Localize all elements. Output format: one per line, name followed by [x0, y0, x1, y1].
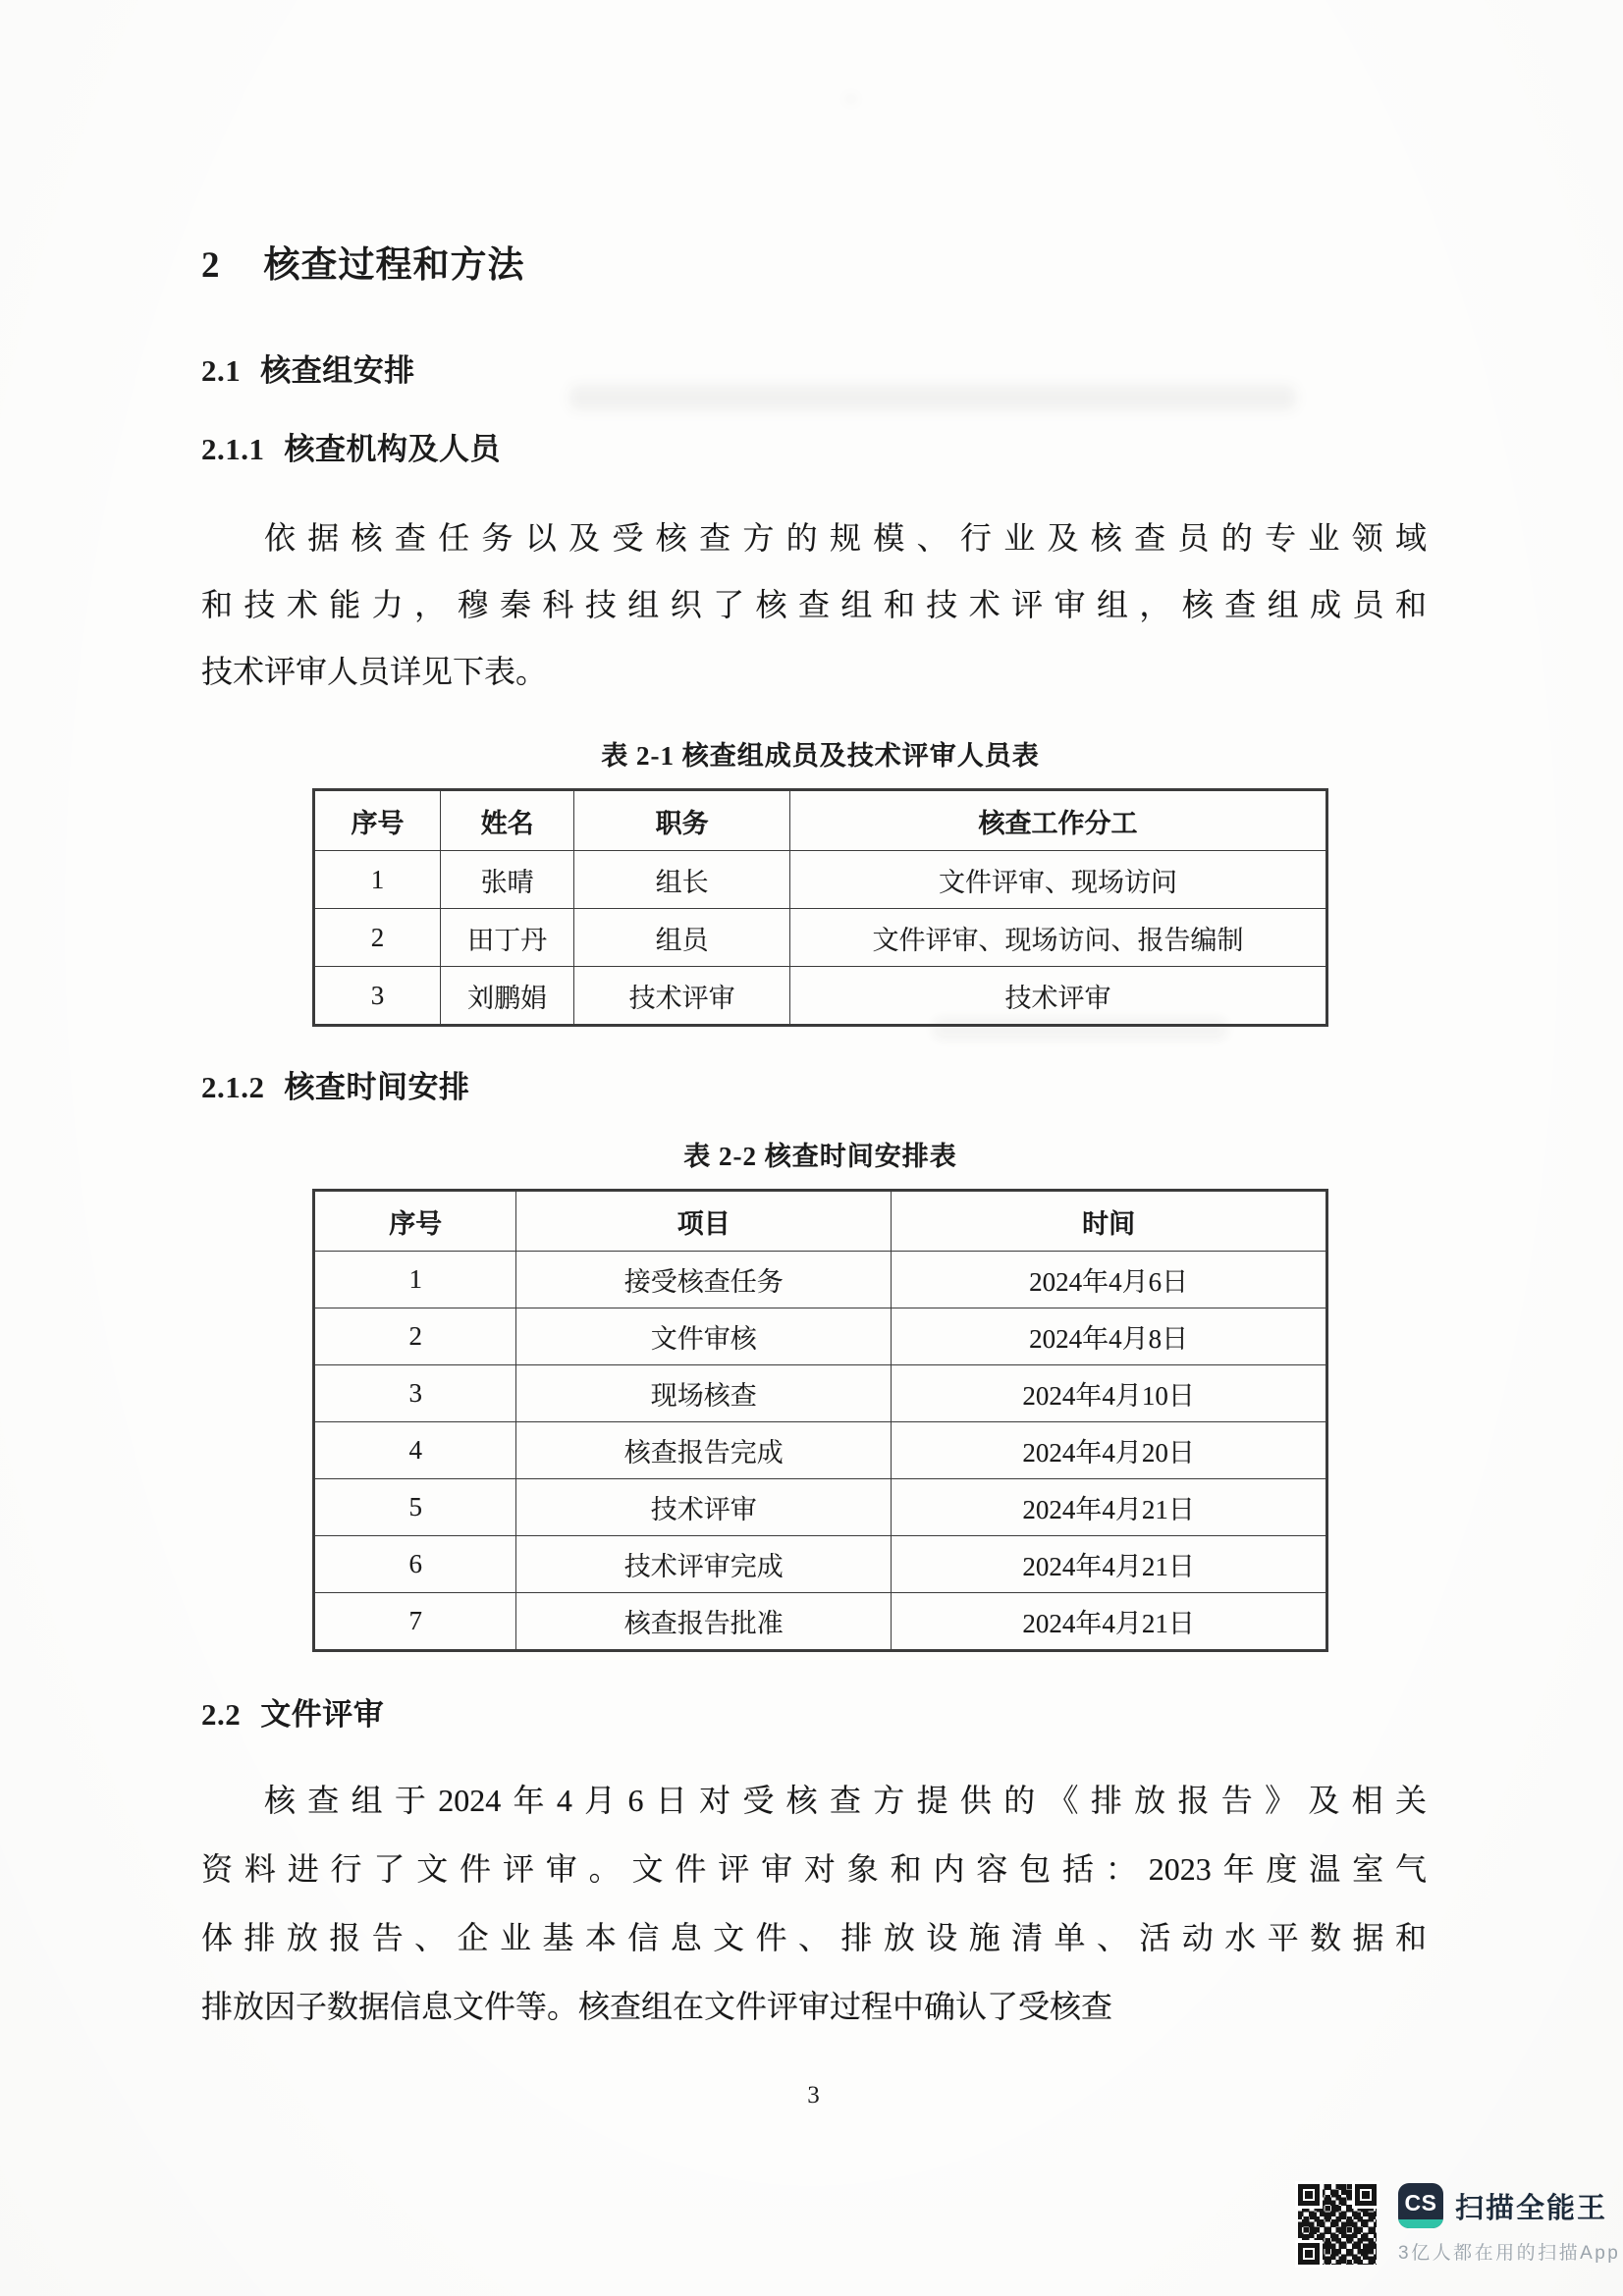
table-cell: 文件评审、现场访问 — [790, 851, 1327, 909]
heading-number: 2 — [201, 245, 221, 286]
table-cell: 2 — [314, 909, 441, 967]
table-cell: 3 — [314, 1365, 516, 1422]
table-row — [314, 1422, 1327, 1479]
table-row — [314, 851, 1327, 909]
table-cell: 刘鹏娟 — [441, 967, 574, 1026]
table-cell: 技术评审完成 — [516, 1536, 892, 1593]
table-cell: 技术评审 — [574, 967, 790, 1026]
section-heading-2-1-1 — [201, 432, 1427, 467]
table-row — [314, 1536, 1327, 1593]
table-2-2-wrapper — [312, 1135, 1328, 1652]
column-header: 序号 — [314, 1191, 516, 1252]
table-row — [314, 1593, 1327, 1651]
section-heading-2-1-2 — [201, 1070, 1427, 1105]
qr-code-icon — [1298, 2184, 1377, 2265]
table-header-row — [314, 790, 1327, 851]
paragraph-doc-review — [201, 1766, 1427, 2041]
table-cell: 2024年4月8日 — [892, 1308, 1327, 1365]
column-header: 时间 — [892, 1191, 1327, 1252]
table-cell: 2 — [314, 1308, 516, 1365]
table-cell: 1 — [314, 1252, 516, 1308]
heading-text: 核查过程和方法 — [263, 245, 525, 286]
paragraph-line: 技术评审人员详见下表。 — [201, 654, 548, 689]
app-name: 扫描全能王 — [1455, 2192, 1608, 2224]
table-cell: 2024年4月21日 — [892, 1479, 1327, 1536]
table-cell: 7 — [314, 1593, 516, 1651]
paragraph-line: 依据核查任务以及受核查方的规模、行业及核查员的专业领域 — [264, 520, 1427, 556]
table-row — [314, 909, 1327, 967]
qr-finder-icon — [1298, 2184, 1320, 2206]
watermark-text-block — [1398, 2183, 1620, 2265]
document-content — [201, 0, 1427, 2109]
section-heading-2-1 — [201, 353, 1427, 389]
table-cell: 2024年4月21日 — [892, 1536, 1327, 1593]
heading-number: 2.1.2 — [201, 1070, 265, 1104]
logo-letters: CS — [1404, 2189, 1437, 2216]
table-cell: 文件评审、现场访问、报告编制 — [790, 909, 1327, 967]
table-cell: 4 — [314, 1422, 516, 1479]
table-row — [314, 1365, 1327, 1422]
paragraph-line: 核查组于2024年4月6日对受核查方提供的《排放报告》及相关 — [264, 1783, 1427, 1818]
table-cell: 技术评审 — [790, 967, 1327, 1026]
heading-number: 2.1.1 — [201, 432, 265, 466]
table-cell: 5 — [314, 1479, 516, 1536]
qr-finder-icon — [1298, 2243, 1320, 2265]
table-cell: 2024年4月20日 — [892, 1422, 1327, 1479]
section-heading-2 — [201, 245, 1427, 287]
paragraph-line: 体排放报告、企业基本信息文件、排放设施清单、活动水平数据和 — [201, 1920, 1427, 1955]
table-cell: 田丁丹 — [441, 909, 574, 967]
table-2-1-wrapper — [312, 734, 1328, 1027]
table-row — [314, 1308, 1327, 1365]
heading-text: 文件评审 — [260, 1697, 385, 1732]
verification-team-table — [312, 788, 1328, 1027]
table-cell: 文件审核 — [516, 1308, 892, 1365]
column-header: 核查工作分工 — [790, 790, 1327, 851]
heading-number: 2.1 — [201, 353, 242, 388]
column-header: 姓名 — [441, 790, 574, 851]
table-cell: 核查报告批准 — [516, 1593, 892, 1651]
app-tagline: 3亿人都在用的扫描App — [1398, 2243, 1621, 2264]
table-cell: 组员 — [574, 909, 790, 967]
table-cell: 2024年4月6日 — [892, 1252, 1327, 1308]
table-cell: 3 — [314, 967, 441, 1026]
table-cell: 1 — [314, 851, 441, 909]
page-number: 3 — [807, 2082, 821, 2109]
table-cell: 技术评审 — [516, 1479, 892, 1536]
table-row — [314, 967, 1327, 1026]
column-header: 项目 — [516, 1191, 892, 1252]
paragraph-line: 排放因子数据信息文件等。核查组在文件评审过程中确认了受核查 — [201, 1989, 1113, 2024]
table-cell: 组长 — [574, 851, 790, 909]
logo-accent-strip — [1398, 2219, 1443, 2228]
table-row — [314, 1252, 1327, 1308]
table-cell: 2024年4月21日 — [892, 1593, 1327, 1651]
section-heading-2-2 — [201, 1697, 1427, 1733]
table-cell: 核查报告完成 — [516, 1422, 892, 1479]
paragraph-line: 资料进行了文件评审。文件评审对象和内容包括：2023年度温室气 — [201, 1851, 1427, 1887]
table-cell: 2024年4月10日 — [892, 1365, 1327, 1422]
paragraph-line: 和技术能力，穆秦科技组织了核查组和技术评审组，核查组成员和 — [201, 587, 1427, 622]
table-cell: 现场核查 — [516, 1365, 892, 1422]
heading-text: 核查组安排 — [260, 353, 415, 388]
heading-text: 核查机构及人员 — [284, 432, 501, 466]
table-header-row — [314, 1191, 1327, 1252]
qr-finder-icon — [1355, 2184, 1377, 2206]
verification-schedule-table — [312, 1189, 1328, 1652]
column-header: 序号 — [314, 790, 441, 851]
camscanner-watermark — [1298, 2183, 1620, 2265]
table-cell: 6 — [314, 1536, 516, 1593]
table-2-1-caption: 表 2-1 核查组成员及技术评审人员表 — [601, 741, 1040, 771]
table-row — [314, 1479, 1327, 1536]
table-2-2-caption: 表 2-2 核查时间安排表 — [683, 1142, 957, 1171]
heading-text: 核查时间安排 — [284, 1070, 470, 1104]
table-cell: 接受核查任务 — [516, 1252, 892, 1308]
column-header: 职务 — [574, 790, 790, 851]
table-cell: 张晴 — [441, 851, 574, 909]
camscanner-logo-icon — [1398, 2183, 1443, 2228]
heading-number: 2.2 — [201, 1697, 242, 1732]
paragraph-team-intro — [201, 505, 1427, 705]
